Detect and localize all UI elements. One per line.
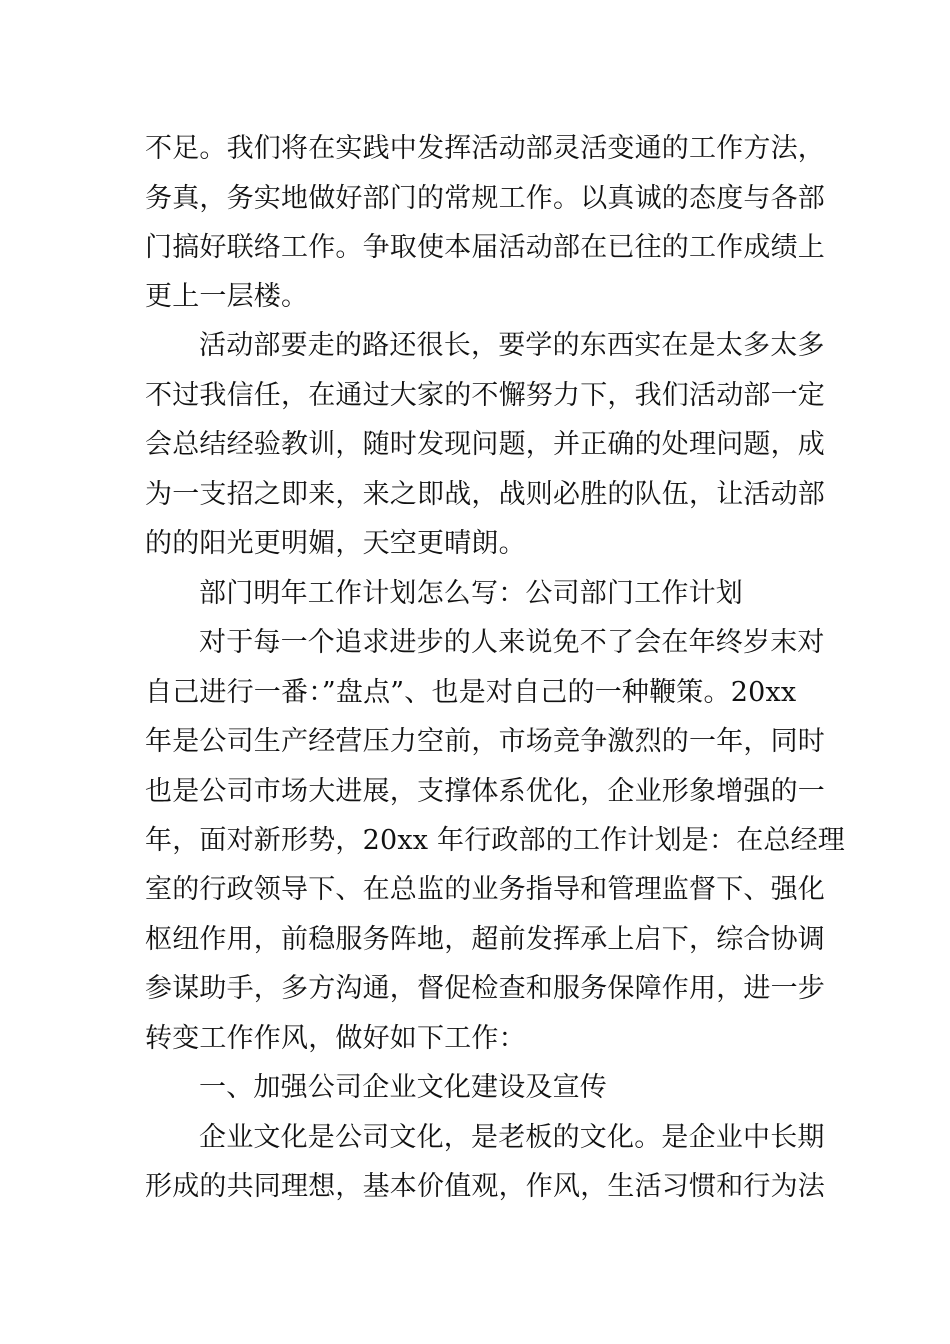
text-line: 自己进行一番：”盘点”、也是对自己的一种鞭策。20xx: [145, 677, 797, 708]
text-line: 务真，务实地做好部门的常规工作。以真诚的态度与各部: [145, 183, 825, 214]
text-line: 年是公司生产经营压力空前，市场竞争激烈的一年，同时: [145, 726, 825, 757]
text-line: 门搞好联络工作。争取使本届活动部在已往的工作成绩上: [145, 232, 825, 263]
subsection-heading: 一、加强公司企业文化建设及宣传: [199, 1072, 607, 1103]
text-line: 转变工作作风，做好如下工作：: [145, 1023, 526, 1054]
section-heading: 部门明年工作计划怎么写：公司部门工作计划: [199, 578, 743, 609]
text-line: 活动部要走的路还很长，要学的东西实在是太多太多: [199, 330, 825, 361]
text-line: 不过我信任，在通过大家的不懈努力下，我们活动部一定: [145, 380, 825, 411]
text-line: 的的阳光更明媚，天空更晴朗。: [145, 528, 526, 559]
text-line: 为一支招之即来，来之即战，战则必胜的队伍，让活动部: [145, 479, 825, 510]
text-line: 会总结经验教训，随时发现问题，并正确的处理问题，成: [145, 429, 825, 460]
text-line: 形成的共同理想，基本价值观，作风，生活习惯和行为法: [145, 1171, 825, 1202]
text-line: 年，面对新形势，20xx 年行政部的工作计划是：在总经理: [145, 825, 845, 856]
text-line: 不足。我们将在实践中发挥活动部灵活变通的工作方法，: [145, 133, 825, 164]
text-line: 对于每一个追求进步的人来说免不了会在年终岁末对: [199, 627, 825, 658]
text-line: 参谋助手，多方沟通，督促检查和服务保障作用，进一步: [145, 973, 825, 1004]
text-line: 枢纽作用，前稳服务阵地，超前发挥承上启下，综合协调: [145, 924, 825, 955]
text-line: 也是公司市场大进展，支撑体系优化，企业形象增强的一: [145, 776, 825, 807]
text-line: 室的行政领导下、在总监的业务指导和管理监督下、强化: [145, 874, 825, 905]
text-line: 企业文化是公司文化，是老板的文化。是企业中长期: [199, 1122, 825, 1153]
text-line: 更上一层楼。: [145, 281, 309, 312]
